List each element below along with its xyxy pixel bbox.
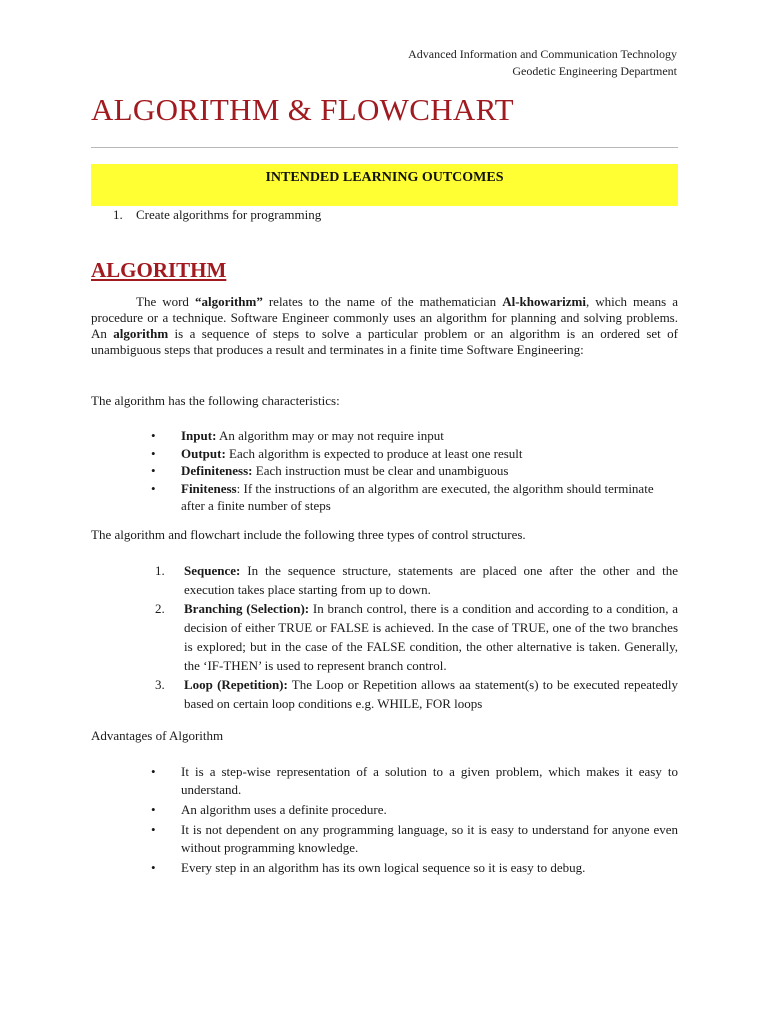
bullet-icon: • <box>151 764 156 779</box>
list-item <box>155 599 678 675</box>
characteristic-desc: Each instruction must be clear and unambiguous <box>252 463 509 478</box>
bullet-icon: • <box>151 480 156 496</box>
control-term: Loop (Repetition): <box>184 677 288 692</box>
control-structures-intro: The algorithm and flowchart include the following three types of control structures. <box>91 527 526 542</box>
characteristic-desc: An algorithm may or may not require input <box>216 428 444 443</box>
list-item <box>151 763 678 799</box>
intro-text-2: relates to the name of the mathematician <box>262 294 503 309</box>
control-desc: In branch control, there is a condition and according to a condition, a decision of either TRUE or FALSE is achieved. In the case of TRUE, one of the two branches is explored; but in the case of the FALSE condition, the other alternative is taken. Generally, the ‘IF-THEN’ is used to represent branch control. <box>184 601 679 673</box>
characteristics-intro: The algorithm has the following characteristics: <box>91 393 340 408</box>
characteristic-desc: : If the instructions of an algorithm are executed, the algorithm should terminate after a finite number of steps <box>181 480 654 513</box>
intro-text-4: is a sequence of steps to solve a particular problem or an algorithm is an ordered set of unambiguous steps that produces a result and terminates in a finite time Software Engineering: <box>91 326 678 357</box>
list-item <box>151 427 678 445</box>
characteristic-term: Input: <box>181 428 217 443</box>
learning-outcome-text: Create algorithms for programming <box>136 207 322 222</box>
characteristic-desc: Each algorithm is expected to produce at least one result <box>225 445 523 461</box>
intro-text-1: The word <box>136 294 195 309</box>
advantage-text: An algorithm uses a definite procedure. <box>181 802 387 817</box>
bullet-icon: • <box>151 445 156 461</box>
list-number: 2. <box>155 601 165 616</box>
list-item <box>151 821 678 857</box>
list-item <box>155 561 678 599</box>
intro-paragraph <box>91 294 678 358</box>
learning-outcomes-banner <box>91 164 678 206</box>
list-item <box>151 859 678 877</box>
characteristic-term: Output: <box>181 445 226 461</box>
advantage-text: It is not dependent on any programming language, so it is easy to understand for anyone even without programming knowledge. <box>181 822 678 855</box>
intro-bold-alkhowarizmi: Al-khowarizmi <box>502 294 586 309</box>
section-heading-algorithm: ALGORITHM <box>91 258 227 282</box>
intro-text-3: , which means a procedure or a technique. Software Engineer commonly uses an algorithm for planning and solving problems. An <box>91 294 678 341</box>
list-number: 3. <box>155 677 165 692</box>
page-header <box>408 46 677 80</box>
list-item <box>151 801 678 819</box>
control-term: Sequence: <box>184 563 241 578</box>
list-number: 1. <box>155 563 165 578</box>
advantage-text: It is a step-wise representation of a solution to a given problem, which makes it easy to understand. <box>181 764 678 797</box>
advantages-intro: Advantages of Algorithm <box>91 728 224 743</box>
bullet-icon: • <box>151 860 156 875</box>
list-item <box>151 462 678 480</box>
characteristics-list <box>151 427 678 515</box>
intro-bold-algorithm-2: algorithm <box>113 326 169 341</box>
characteristic-term: Definiteness: <box>181 463 253 478</box>
advantage-text: Every step in an algorithm has its own logical sequence so it is easy to debug. <box>181 860 586 875</box>
bullet-icon: • <box>151 463 156 478</box>
characteristic-term: Finiteness <box>181 480 237 496</box>
advantages-list <box>151 763 678 877</box>
document-title: ALGORITHM & FLOWCHART <box>91 92 514 127</box>
control-term: Branching (Selection): <box>184 601 310 616</box>
learning-outcomes-heading: INTENDED LEARNING OUTCOMES <box>265 170 504 185</box>
learning-outcome-item <box>113 207 321 223</box>
title-divider <box>91 147 678 148</box>
control-structures-list <box>155 561 678 713</box>
control-desc: The Loop or Repetition allows aa statement(s) to be executed repeatedly based on certain loop conditions e.g. WHILE, FOR loops <box>184 677 678 711</box>
bullet-icon: • <box>151 822 156 837</box>
list-item <box>151 445 678 463</box>
list-item <box>155 675 678 713</box>
bullet-icon: • <box>151 802 156 817</box>
learning-outcome-number: 1. <box>113 207 123 222</box>
bullet-icon: • <box>151 428 156 443</box>
control-desc: In the sequence structure, statements are placed one after the other and the execution takes place starting from up to down. <box>184 563 678 597</box>
intro-bold-algorithm: “algorithm” <box>194 294 263 309</box>
list-item <box>151 480 678 515</box>
header-line-2: Geodetic Engineering Department <box>512 64 677 78</box>
header-line-1: Advanced Information and Communication Technology <box>408 47 677 61</box>
